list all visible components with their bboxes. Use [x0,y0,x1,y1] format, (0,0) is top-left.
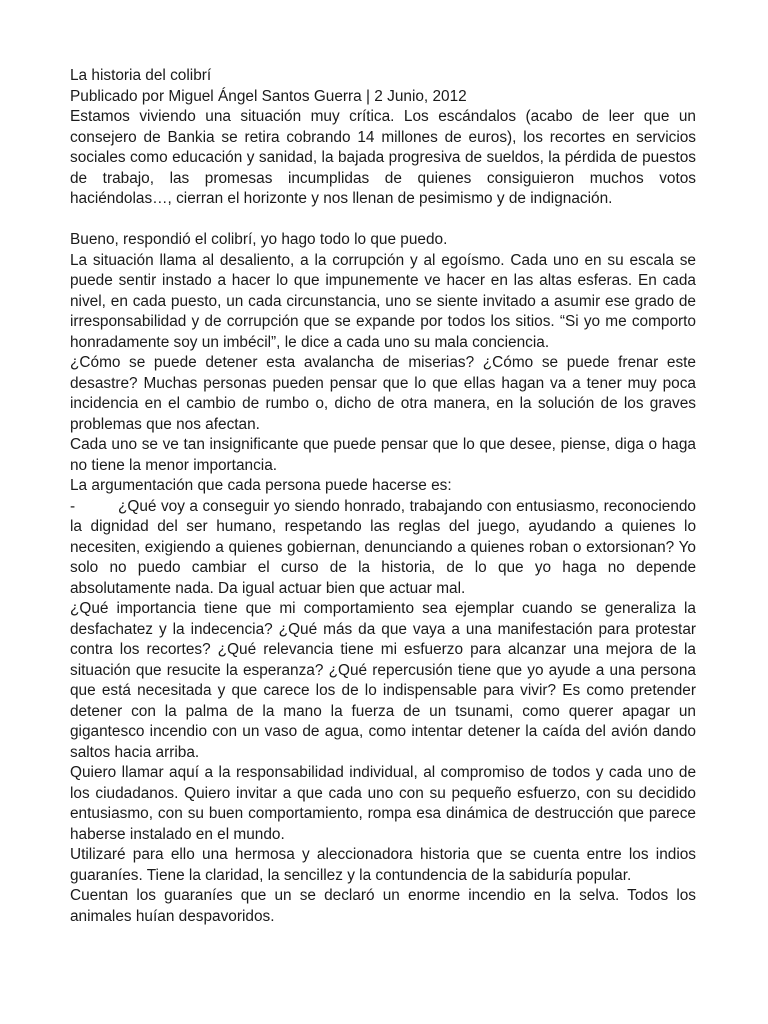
list-item-text: ¿Qué voy a conseguir yo siendo honrado, trabajando con entusiasmo, reconociendo la dignidad del ser humano, respetando las reglas del juego, ayudando a quienes lo necesiten, exigiendo a quienes gobiernan, denunciando a quienes roban o extorsionan? Yo solo no puedo cambiar el curso de la historia, de lo que yo haga no depende absolutamente nada. Da igual actuar bien que actuar mal. [70,497,696,597]
document-title: La historia del colibrí [70,67,212,84]
paragraph-situation: La situación llama al desaliento, a la corrupción y al egoísmo. Cada uno en su escala se puede sentir instado a hacer lo que impunemente ve hacer en las altas esferas. En cada nivel, en cada puesto, un cada circunstancia, uno se siente invitado a asumir ese grado de irresponsabilidad y de corrupción que se expande por todos los sitios. “Si yo me comporto honradamente soy un imbécil”, le dice a cada uno su mala conciencia. [70,251,696,351]
paragraph-spacer [70,210,696,231]
paragraph-responsibility: Quiero llamar aquí a la responsabilidad individual, al compromiso de todos y cada uno de los ciudadanos. Quiero invitar a que cada uno con su pequeño esfuerzo, con su decidido entusiasmo, con su buen comportamiento, rompa esa dinámica de destrucción que parece haberse instalado en el mundo. [70,764,696,843]
paragraph-fire: Cuentan los guaraníes que un se declaró un enorme incendio en la selva. Todos los animales huían despavoridos. [70,887,696,925]
document-byline: Publicado por Miguel Ángel Santos Guerra | 2 Junio, 2012 [70,87,467,105]
list-item [70,497,696,600]
paragraph-colibri-reply: Bueno, respondió el colibrí, yo hago todo lo que puedo. [70,231,448,248]
paragraph-story-intro: Utilizaré para ello una hermosa y aleccionadora historia que se cuenta entre los indios guaraníes. Tiene la claridad, la sencillez y la contundencia de la sabiduría popular. [70,846,696,884]
paragraph-insignificance: Cada uno se ve tan insignificante que puede pensar que lo que desee, piense, diga o haga no tiene la menor importancia. [70,436,696,474]
list-marker: - [70,497,76,515]
paragraph-argument-intro: La argumentación que cada persona puede hacerse es: [70,477,452,494]
paragraph-importance: ¿Qué importancia tiene que mi comportamiento sea ejemplar cuando se generaliza la desfachatez y la indecencia? ¿Qué más da que vaya a una manifestación para protestar contra los recortes? ¿Qué relevancia tiene mi esfuerzo para alcanzar una mejora de la situación que resucite la esperanza? ¿Qué repercusión tiene que yo ayude a una persona que está necesitada y que carece los de lo indispensable para vivir? Es como pretender detener con la palma de la mano la fuerza de un tsunami, como querer apagar un gigantesco incendio con un vaso de agua, como intentar detener la caída del avión dando saltos hacia arriba. [70,600,696,761]
paragraph-intro: Estamos viviendo una situación muy crítica. Los escándalos (acabo de leer que un consejero de Bankia se retira cobrando 14 millones de euros), los recortes en servicios sociales como educación y sanidad, la bajada progresiva de sueldos, la pérdida de puestos de trabajo, las promesas incumplidas de quienes consiguieron muchos votos haciéndolas…, cierran el horizonte y nos llenan de pesimismo y de indignación. [70,108,696,207]
paragraph-avalanche: ¿Cómo se puede detener esta avalancha de miserias? ¿Cómo se puede frenar este desastre? Muchas personas pueden pensar que lo que ellas hagan va a tener muy poca incidencia en el cambio de rumbo o, dicho de otra manera, en la solución de los graves problemas que nos afectan. [70,354,696,433]
document-page [70,66,696,927]
